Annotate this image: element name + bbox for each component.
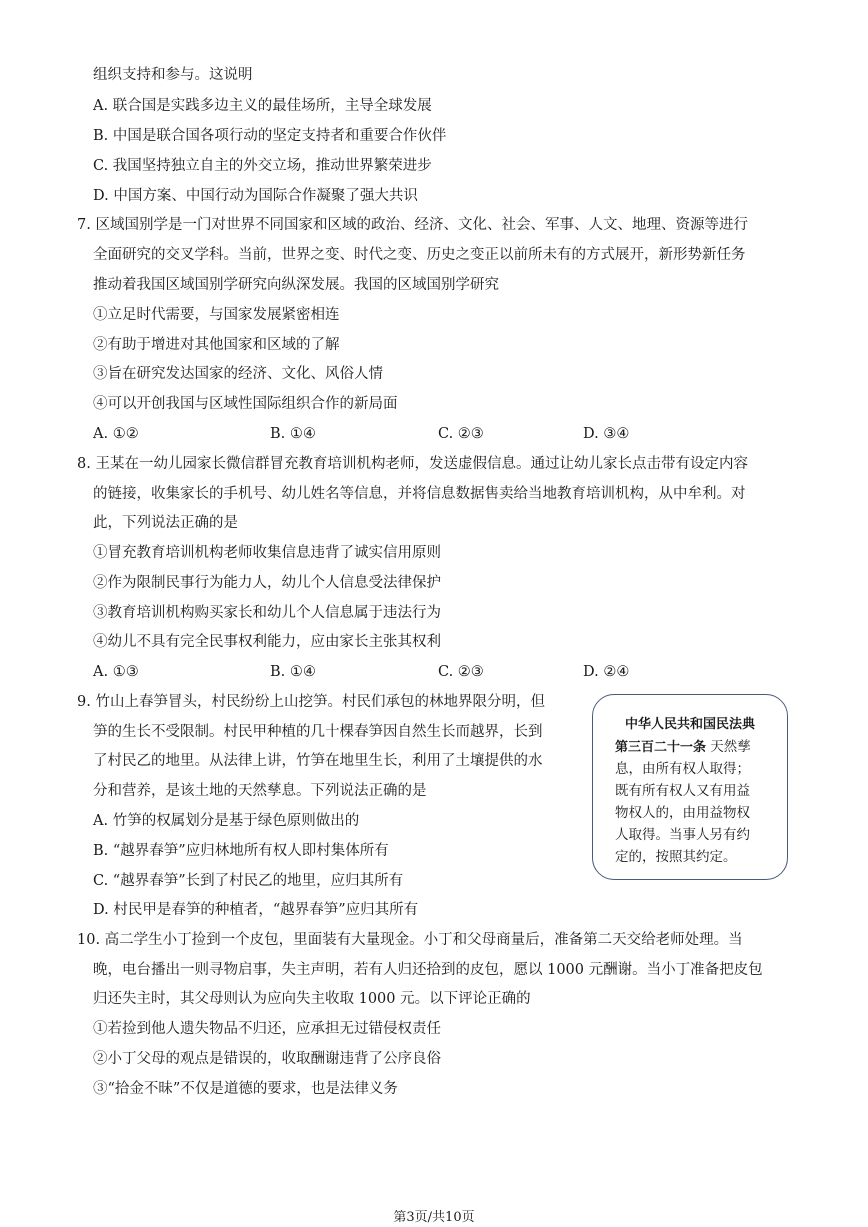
statement-line: ②有助于增进对其他国家和区域的了解	[93, 337, 340, 353]
option-line: A. 联合国是实践多边主义的最佳场所，主导全球发展	[93, 98, 432, 114]
text-line: 全面研究的交叉学科。当前，世界之变、时代之变、历史之变正以前所未有的方式展开，新形势新任务	[93, 247, 746, 263]
excerpt-line: 人取得。当事人另有约	[615, 827, 750, 843]
text-line: 了村民乙的地里。从法律上讲，竹笋在地里生长，利用了土壤提供的水	[93, 753, 543, 769]
statement-line: ③教育培训机构购买家长和幼儿个人信息属于违法行为	[93, 605, 441, 621]
excerpt-article-label: 第三百二十一条	[615, 740, 707, 755]
statement-line: ④幼儿不具有完全民事权利能力，应由家长主张其权利	[93, 634, 441, 650]
option-line: C. “越界春笋”长到了村民乙的地里，应归其所有	[93, 873, 404, 889]
q8-option-a: A. ①③	[93, 664, 139, 680]
statement-line: ②小丁父母的观点是错误的，收取酬谢违背了公序良俗	[93, 1051, 441, 1067]
excerpt-line: 既有所有权人又有用益	[615, 783, 750, 799]
excerpt-line: 息，由所有权人取得；	[615, 761, 750, 777]
statement-line: ③“拾金不昧”不仅是道德的要求，也是法律义务	[93, 1081, 398, 1097]
civil-code-excerpt-box	[592, 694, 788, 880]
q7-option-c: C. ②③	[438, 426, 484, 442]
question-10-text: 10. 高二学生小丁捡到一个皮包，里面装有大量现金。小丁和父母商量后，准备第二天交给老师处理。当	[77, 932, 743, 948]
excerpt-title: 中华人民共和国民法典	[624, 717, 755, 732]
q8-option-c: C. ②③	[438, 664, 484, 680]
q7-option-a: A. ①②	[93, 426, 139, 442]
option-line: B. “越界春笋”应归林地所有权人即村集体所有	[93, 843, 389, 859]
text-line: 组织支持和参与。这说明	[93, 67, 253, 83]
statement-line: ③旨在研究发达国家的经济、文化、风俗人情	[93, 366, 383, 382]
text-line: 归还失主时，其父母则认为应向失主收取 1000 元。以下评论正确的	[93, 991, 531, 1007]
statement-line: ①冒充教育培训机构老师收集信息违背了诚实信用原则	[93, 545, 441, 561]
option-line: B. 中国是联合国各项行动的坚定支持者和重要合作伙伴	[93, 128, 447, 144]
text-line: 推动着我国区域国别学研究向纵深发展。我国的区域国别学研究	[93, 277, 499, 293]
text-line: 此，下列说法正确的是	[93, 515, 238, 531]
excerpt-line-rest: 天然孳	[706, 739, 751, 755]
statement-line: ①若捡到他人遗失物品不归还，应承担无过错侵权责任	[93, 1021, 441, 1037]
page-number: 第3页/共10页	[393, 1210, 475, 1225]
excerpt-line: 物权人的，由用益物权	[615, 805, 750, 821]
statement-line: ②作为限制民事行为能力人，幼儿个人信息受法律保护	[93, 575, 441, 591]
text-line: 分和营养，是该土地的天然孳息。下列说法正确的是	[93, 783, 427, 799]
question-9-text: 9. 竹山上春笋冒头，村民纷纷上山挖笋。村民们承包的林地界限分明，但	[77, 694, 545, 710]
excerpt-line: 定的，按照其约定。	[615, 849, 737, 865]
q8-option-d: D. ②④	[583, 664, 630, 680]
text-line: 晚，电台播出一则寻物启事，失主声明，若有人归还拾到的皮包，愿以 1000 元酬谢。当小丁准备把皮包	[93, 962, 763, 978]
statement-line: ①立足时代需要，与国家发展紧密相连	[93, 307, 340, 323]
option-line: D. 中国方案、中国行动为国际合作凝聚了强大共识	[93, 188, 418, 204]
excerpt-line	[615, 737, 751, 758]
question-8-text: 8. 王某在一幼儿园家长微信群冒充教育培训机构老师，发送虚假信息。通过让幼儿家长点击带有设定内容	[77, 456, 748, 472]
q8-option-b: B. ①④	[270, 664, 316, 680]
statement-line: ④可以开创我国与区域性国际组织合作的新局面	[93, 396, 398, 412]
text-line: 的链接，收集家长的手机号、幼儿姓名等信息，并将信息数据售卖给当地教育培训机构，从中牟利。对	[93, 486, 746, 502]
text-line: 笋的生长不受限制。村民甲种植的几十棵春笋因自然生长而越界，长到	[93, 724, 543, 740]
option-line: D. 村民甲是春笋的种植者，“越界春笋”应归其所有	[93, 902, 419, 918]
option-line: A. 竹笋的权属划分是基于绿色原则做出的	[93, 813, 360, 829]
q7-option-b: B. ①④	[270, 426, 316, 442]
question-7-text: 7. 区域国别学是一门对世界不同国家和区域的政治、经济、文化、社会、军事、人文、地理、资源等进行	[77, 217, 748, 233]
q7-option-d: D. ③④	[583, 426, 630, 442]
option-line: C. 我国坚持独立自主的外交立场，推动世界繁荣进步	[93, 158, 432, 174]
